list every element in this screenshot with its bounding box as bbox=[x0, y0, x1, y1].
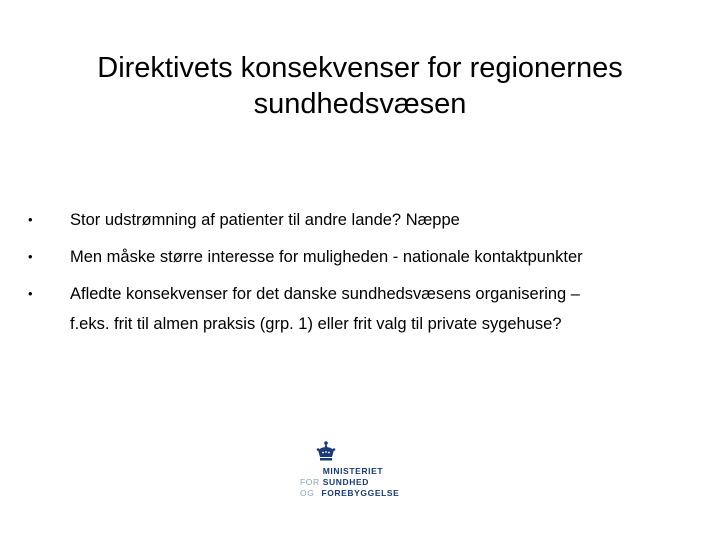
logo-wordmark bbox=[300, 466, 399, 499]
logo-line-3: FOREBYGGELSE bbox=[321, 488, 400, 498]
logo-line-1: MINISTERIET bbox=[322, 466, 384, 476]
bullet-text: Men måske større interesse for muligheden - nationale kontaktpunkter bbox=[70, 248, 583, 266]
bullet-text: Afledte konsekvenser for det danske sundhedsvæsens organisering – bbox=[70, 285, 580, 303]
bullet-marker: • bbox=[28, 249, 33, 264]
bullet-text: Stor udstrømning af patienter til andre lande? Næppe bbox=[70, 211, 460, 229]
title-line-2: sundhedsvæsen bbox=[253, 88, 467, 120]
logo-line-2-prefix: FOR bbox=[300, 477, 320, 487]
slide-title bbox=[40, 50, 680, 122]
title-line-1: Direktivets konsekvenser for regionernes bbox=[97, 52, 623, 84]
crown-icon bbox=[314, 440, 338, 464]
logo-line-3-prefix: OG bbox=[300, 488, 315, 498]
continuation-text: f.eks. frit til almen praksis (grp. 1) eller frit valg til private sygehuse? bbox=[70, 315, 562, 333]
ministry-logo bbox=[300, 440, 410, 502]
logo-line-2: SUNDHED bbox=[322, 477, 369, 487]
bullet-marker: • bbox=[28, 212, 33, 227]
bullet-marker: • bbox=[28, 286, 33, 301]
